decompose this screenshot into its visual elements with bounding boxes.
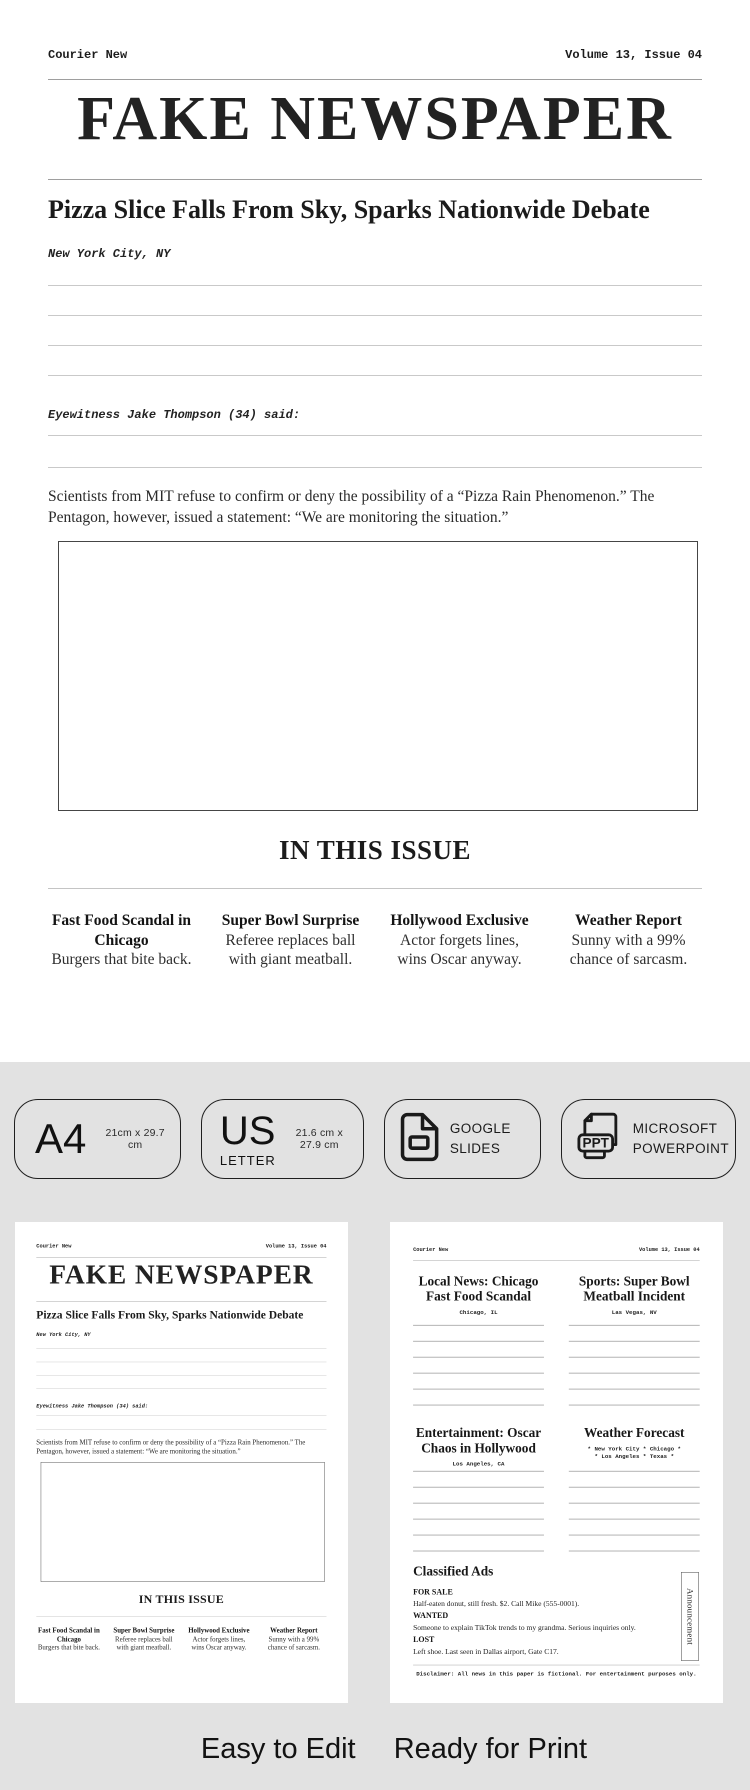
issue-summary-grid <box>36 1626 326 1652</box>
feature-captions <box>0 1733 750 1766</box>
classified-ads-title: Classified Ads <box>413 1564 494 1579</box>
section-head <box>413 1274 544 1325</box>
caption-easy-to-edit: Easy to Edit <box>200 1733 356 1765</box>
issue-item <box>217 911 364 970</box>
page-header <box>36 1243 326 1249</box>
issue-summary-grid <box>48 911 702 970</box>
classified-text: Someone to explain TikTok trends to my grandma. Serious inquiries only. <box>413 1623 636 1632</box>
volume-issue-label: Volume 13, Issue 04 <box>565 48 702 62</box>
section-title-line1: Entertainment: Oscar <box>415 1425 542 1441</box>
issue-item-desc: Sunny with a 99% chance of sarcasm. <box>569 931 688 969</box>
classified-label: FOR SALE <box>413 1587 453 1597</box>
page1-thumbnail-scale <box>15 1222 348 1693</box>
section-title-line1: Weather Forecast <box>584 1425 685 1441</box>
issue-item-title: Fast Food Scandal in Chicago <box>51 912 192 949</box>
announcement-label: Announcement <box>685 1588 696 1645</box>
issue-item-title: Hollywood Exclusive <box>390 912 529 930</box>
us-letter-label <box>219 1108 276 1168</box>
issue-item <box>111 1626 176 1652</box>
writing-line <box>48 375 702 376</box>
section-title-line1: Sports: Super Bowl <box>578 1273 690 1289</box>
in-this-issue-divider <box>48 888 702 889</box>
powerpoint-label <box>633 1119 729 1160</box>
classified-ads-section <box>413 1564 679 1658</box>
section-title-line2: Fast Food Scandal <box>426 1288 532 1304</box>
promo-section <box>0 1062 750 1790</box>
us-label: US <box>219 1108 276 1153</box>
masthead-divider <box>48 179 702 180</box>
issue-item <box>36 1626 101 1652</box>
section-title-line2: Meatball Incident <box>583 1288 686 1304</box>
body-paragraph: Scientists from MIT refuse to confirm or deny the possibility of a “Pizza Rain Phenomenon.” The Pentagon, however, issued a statement: “We are monitoring the situation.” <box>48 488 655 527</box>
google-slides-icon <box>399 1112 439 1167</box>
issue-item-desc: Actor forgets lines, wins Oscar anyway. <box>397 931 522 969</box>
writing-line <box>48 315 702 316</box>
issue-item-desc: Sunny with a 99% chance of sarcasm. <box>267 1635 320 1652</box>
writing-lines-group-2 <box>48 435 702 468</box>
writing-lines <box>413 1471 544 1551</box>
writing-lines <box>569 1325 700 1405</box>
issue-item-title: Weather Report <box>575 912 682 930</box>
header-divider <box>48 79 702 80</box>
masthead-title: FAKE NEWSPAPER <box>77 85 673 153</box>
in-this-issue-title: IN THIS ISSUE <box>278 835 472 866</box>
writing-lines <box>569 1471 700 1551</box>
page-thumbnails-row <box>0 1179 750 1703</box>
issue-item-desc: Burgers that bite back. <box>51 951 192 969</box>
classified-label: WANTED <box>413 1611 449 1620</box>
caption-ready-for-print: Ready for Print <box>393 1733 588 1765</box>
format-badge-a4[interactable] <box>14 1099 181 1179</box>
section-title-line2: Chaos in Hollywood <box>421 1440 536 1456</box>
disclaimer-text: Disclaimer: All news in this paper is fictional. For entertainment purposes only. <box>416 1670 697 1678</box>
issue-item-desc: Referee replaces ball with giant meatball. <box>115 1635 173 1652</box>
powerpoint-icon <box>576 1112 622 1167</box>
writing-lines-group-1 <box>48 285 702 376</box>
classified-text: Half-eaten donut, still fresh. $2. Call Mike (555-0001). <box>413 1599 580 1609</box>
issue-item-desc: Actor forgets lines, wins Oscar anyway. <box>191 1635 247 1652</box>
classified-label: LOST <box>413 1635 435 1644</box>
weather-cities-line2: * Los Angeles * Texas * <box>594 1453 675 1460</box>
font-name-label: Courier New <box>36 1243 72 1250</box>
section-head <box>413 1426 544 1471</box>
main-headline: Pizza Slice Falls From Sky, Sparks Nationwide Debate <box>36 1308 304 1322</box>
font-name-label: Courier New <box>48 48 128 62</box>
page2-sections-grid <box>413 1274 700 1551</box>
section-dateline: Los Angeles, CA <box>452 1460 505 1468</box>
dateline: New York City, NY <box>48 247 171 262</box>
issue-item <box>555 911 702 970</box>
body-paragraph: Scientists from MIT refuse to confirm or deny the possibility of a “Pizza Rain Phenomenon.” The Pentagon, however, issued a statement: “We are monitoring the situation.” <box>36 1438 306 1456</box>
issue-item-title: Hollywood Exclusive <box>188 1626 250 1635</box>
page2-thumbnail-scale <box>390 1222 723 1703</box>
issue-item-title: Weather Report <box>270 1626 318 1635</box>
ppt-label-line1: MICROSOFT <box>632 1120 718 1136</box>
issue-item <box>386 911 533 970</box>
google-label-line1: GOOGLE <box>449 1120 511 1136</box>
format-badge-google-slides[interactable] <box>384 1099 541 1179</box>
newspaper-page-2 <box>390 1222 723 1703</box>
page-header <box>48 48 702 62</box>
issue-item <box>48 911 195 970</box>
in-this-issue-title: IN THIS ISSUE <box>138 1592 225 1607</box>
writing-line <box>48 467 702 468</box>
writing-lines-group-1 <box>36 1349 326 1389</box>
section-sports <box>569 1274 700 1405</box>
format-badge-us-letter[interactable] <box>201 1099 364 1179</box>
issue-item <box>261 1626 326 1652</box>
ppt-label-line2: POWERPOINT <box>632 1141 729 1156</box>
issue-item <box>186 1626 251 1652</box>
issue-item-title: Fast Food Scandal in Chicago <box>38 1626 100 1644</box>
section-weather <box>569 1405 700 1551</box>
format-badges-row <box>0 1062 750 1179</box>
google-slides-label <box>450 1119 511 1160</box>
image-placeholder-box <box>41 1462 325 1582</box>
issue-item-title: Super Bowl Surprise <box>221 912 360 930</box>
eyewitness-line: Eyewitness Jake Thompson (34) said: <box>48 408 301 423</box>
section-entertainment <box>413 1405 544 1551</box>
writing-line <box>48 345 702 346</box>
classified-text: Left shoe. Last seen in Dallas airport, Gate C17. <box>413 1647 559 1656</box>
section-head <box>569 1426 700 1471</box>
issue-item-title: Super Bowl Surprise <box>113 1626 175 1635</box>
font-name-label: Courier New <box>413 1246 449 1253</box>
us-size-label: 21.6 cm x 27.9 cm <box>295 1127 343 1151</box>
newspaper-page-1 <box>15 1222 348 1693</box>
section-head <box>569 1274 700 1325</box>
a4-size-label: 21cm x 29.7 cm <box>105 1127 165 1151</box>
google-label-line2: SLIDES <box>449 1141 501 1156</box>
section-dateline <box>569 1445 700 1460</box>
page2-thumbnail[interactable] <box>390 1222 723 1703</box>
writing-line <box>48 285 702 286</box>
classified-ads-items <box>413 1586 679 1658</box>
section-title-line1: Local News: Chicago <box>418 1273 539 1289</box>
dateline: New York City, NY <box>36 1331 91 1339</box>
issue-item-desc: Burgers that bite back. <box>37 1644 100 1652</box>
section-dateline: Las Vegas, NV <box>611 1308 657 1316</box>
page1-thumbnail[interactable] <box>15 1222 348 1703</box>
image-placeholder-box <box>58 541 698 811</box>
masthead-title: FAKE NEWSPAPER <box>49 1259 314 1290</box>
writing-line <box>48 435 702 436</box>
issue-item-desc: Referee replaces ball with giant meatball. <box>225 931 356 969</box>
announcement-box <box>681 1572 699 1661</box>
ppt-text: PPT <box>582 1134 609 1150</box>
format-badge-powerpoint[interactable] <box>561 1099 736 1179</box>
page-header <box>413 1246 700 1252</box>
writing-lines <box>413 1325 544 1405</box>
section-dateline: Chicago, IL <box>459 1308 498 1316</box>
section-local-news <box>413 1274 544 1405</box>
main-headline: Pizza Slice Falls From Sky, Sparks Nationwide Debate <box>48 195 650 225</box>
volume-issue-label: Volume 13, Issue 04 <box>265 1243 327 1250</box>
weather-cities-line1: * New York City * Chicago * <box>587 1445 681 1453</box>
volume-issue-label: Volume 13, Issue 04 <box>638 1246 700 1253</box>
a4-label: A4 <box>35 1115 87 1162</box>
writing-lines-group-2 <box>36 1415 326 1430</box>
letter-label: LETTER <box>219 1152 276 1168</box>
eyewitness-line: Eyewitness Jake Thompson (34) said: <box>36 1403 149 1410</box>
